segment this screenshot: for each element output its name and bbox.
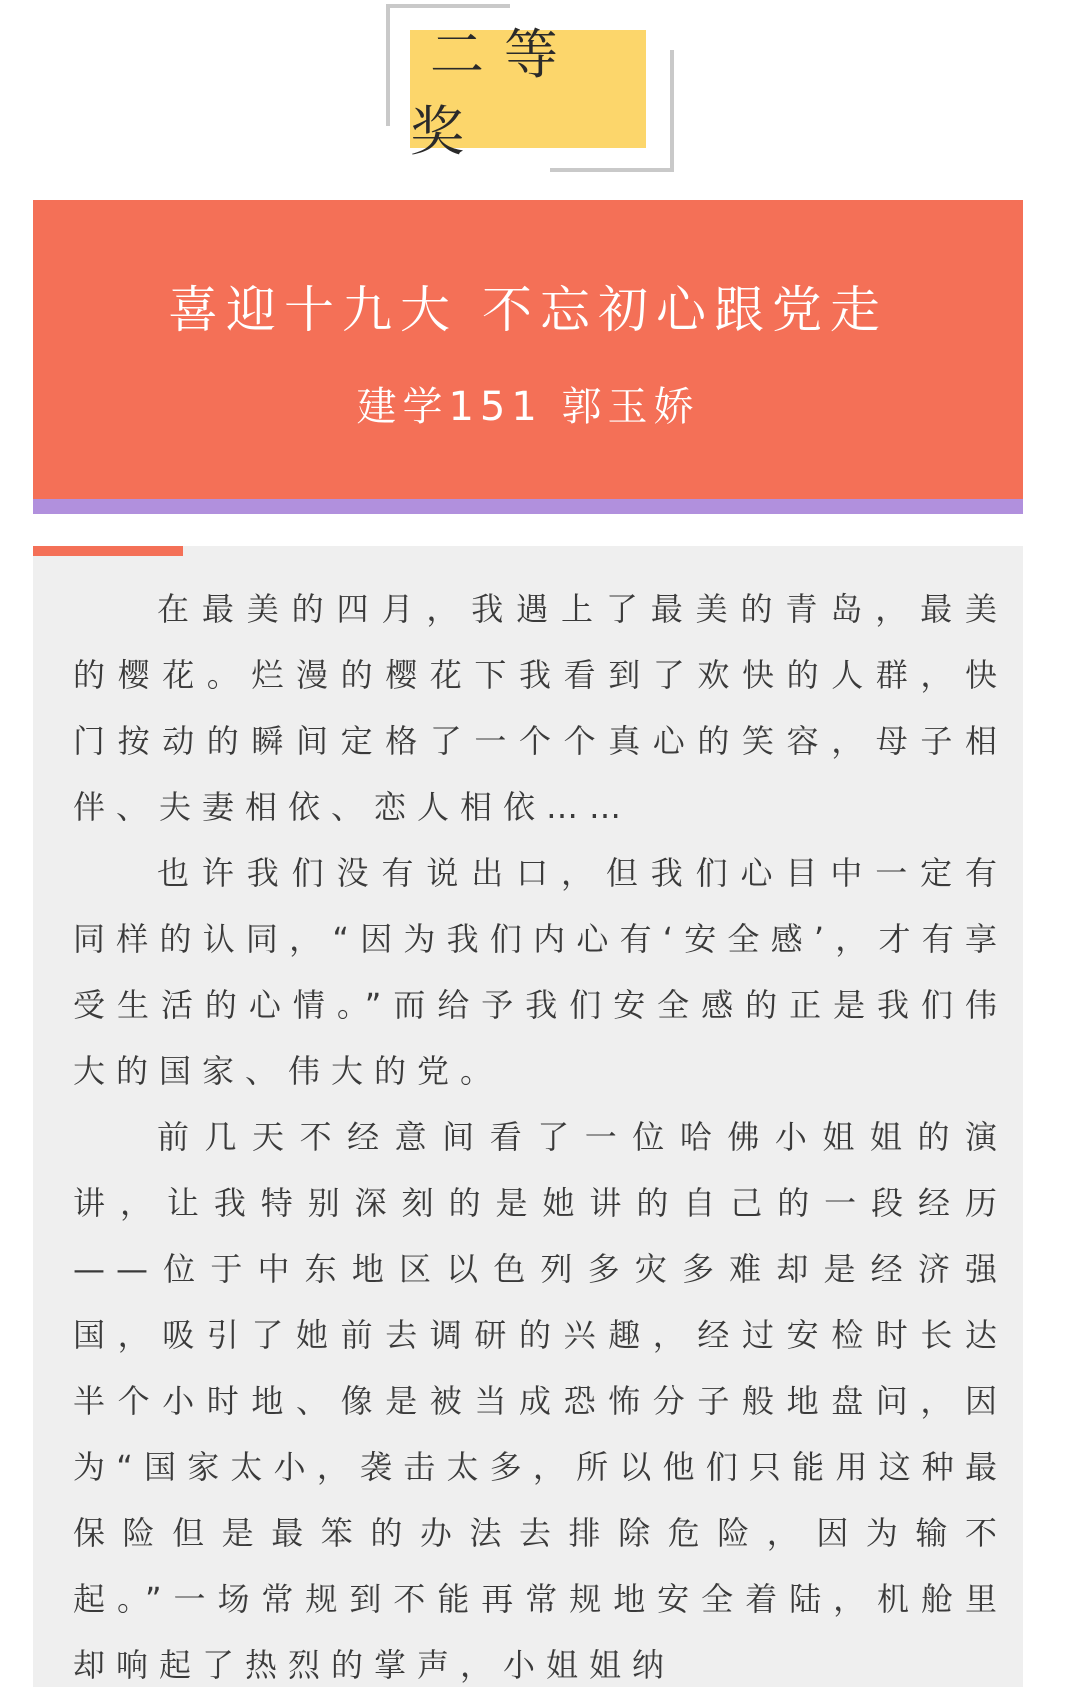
paragraph-1: 在最美的四月，我遇上了最美的青岛，最美的樱花。烂漫的樱花下我看到了欢快的人群，快门按动的瞬间定格了一个个真心的笑容，母子相伴、夫妻相依、恋人相依……	[73, 590, 1008, 826]
title-banner	[33, 200, 1023, 499]
article-author: 建学151 郭玉娇	[356, 384, 700, 430]
paragraph-2: 也许我们没有说出口，但我们心目中一定有同样的认同，“因为我们内心有‘安全感’，才有享受生活的心情。”而给予我们安全感的正是我们伟大的国家、伟大的党。	[73, 854, 1008, 1090]
panel-accent-bar	[33, 546, 183, 556]
award-label: 二等奖	[410, 30, 646, 148]
paragraph-3: 前几天不经意间看了一位哈佛小姐姐的演讲，让我特别深刻的是她讲的自己的一段经历——位于中东地区以色列多灾多难却是经济强国，吸引了她前去调研的兴趣，经过安检时长达半个小时地、像是被当成恐怖分子般地盘问，因为“国家太小，袭击太多，所以他们只能用这种最保险但是最笨的办法去排除危险，因为输不起。”一场常规到不能再常规地安全着陆，机舱里却响起了热烈的掌声，小姐姐纳	[73, 1118, 1008, 1684]
article-body	[73, 576, 1008, 1687]
article-title: 喜迎十九大 不忘初心跟党走	[168, 281, 888, 339]
award-header	[386, 4, 674, 172]
content-panel	[33, 546, 1023, 1687]
banner-divider	[33, 499, 1023, 514]
